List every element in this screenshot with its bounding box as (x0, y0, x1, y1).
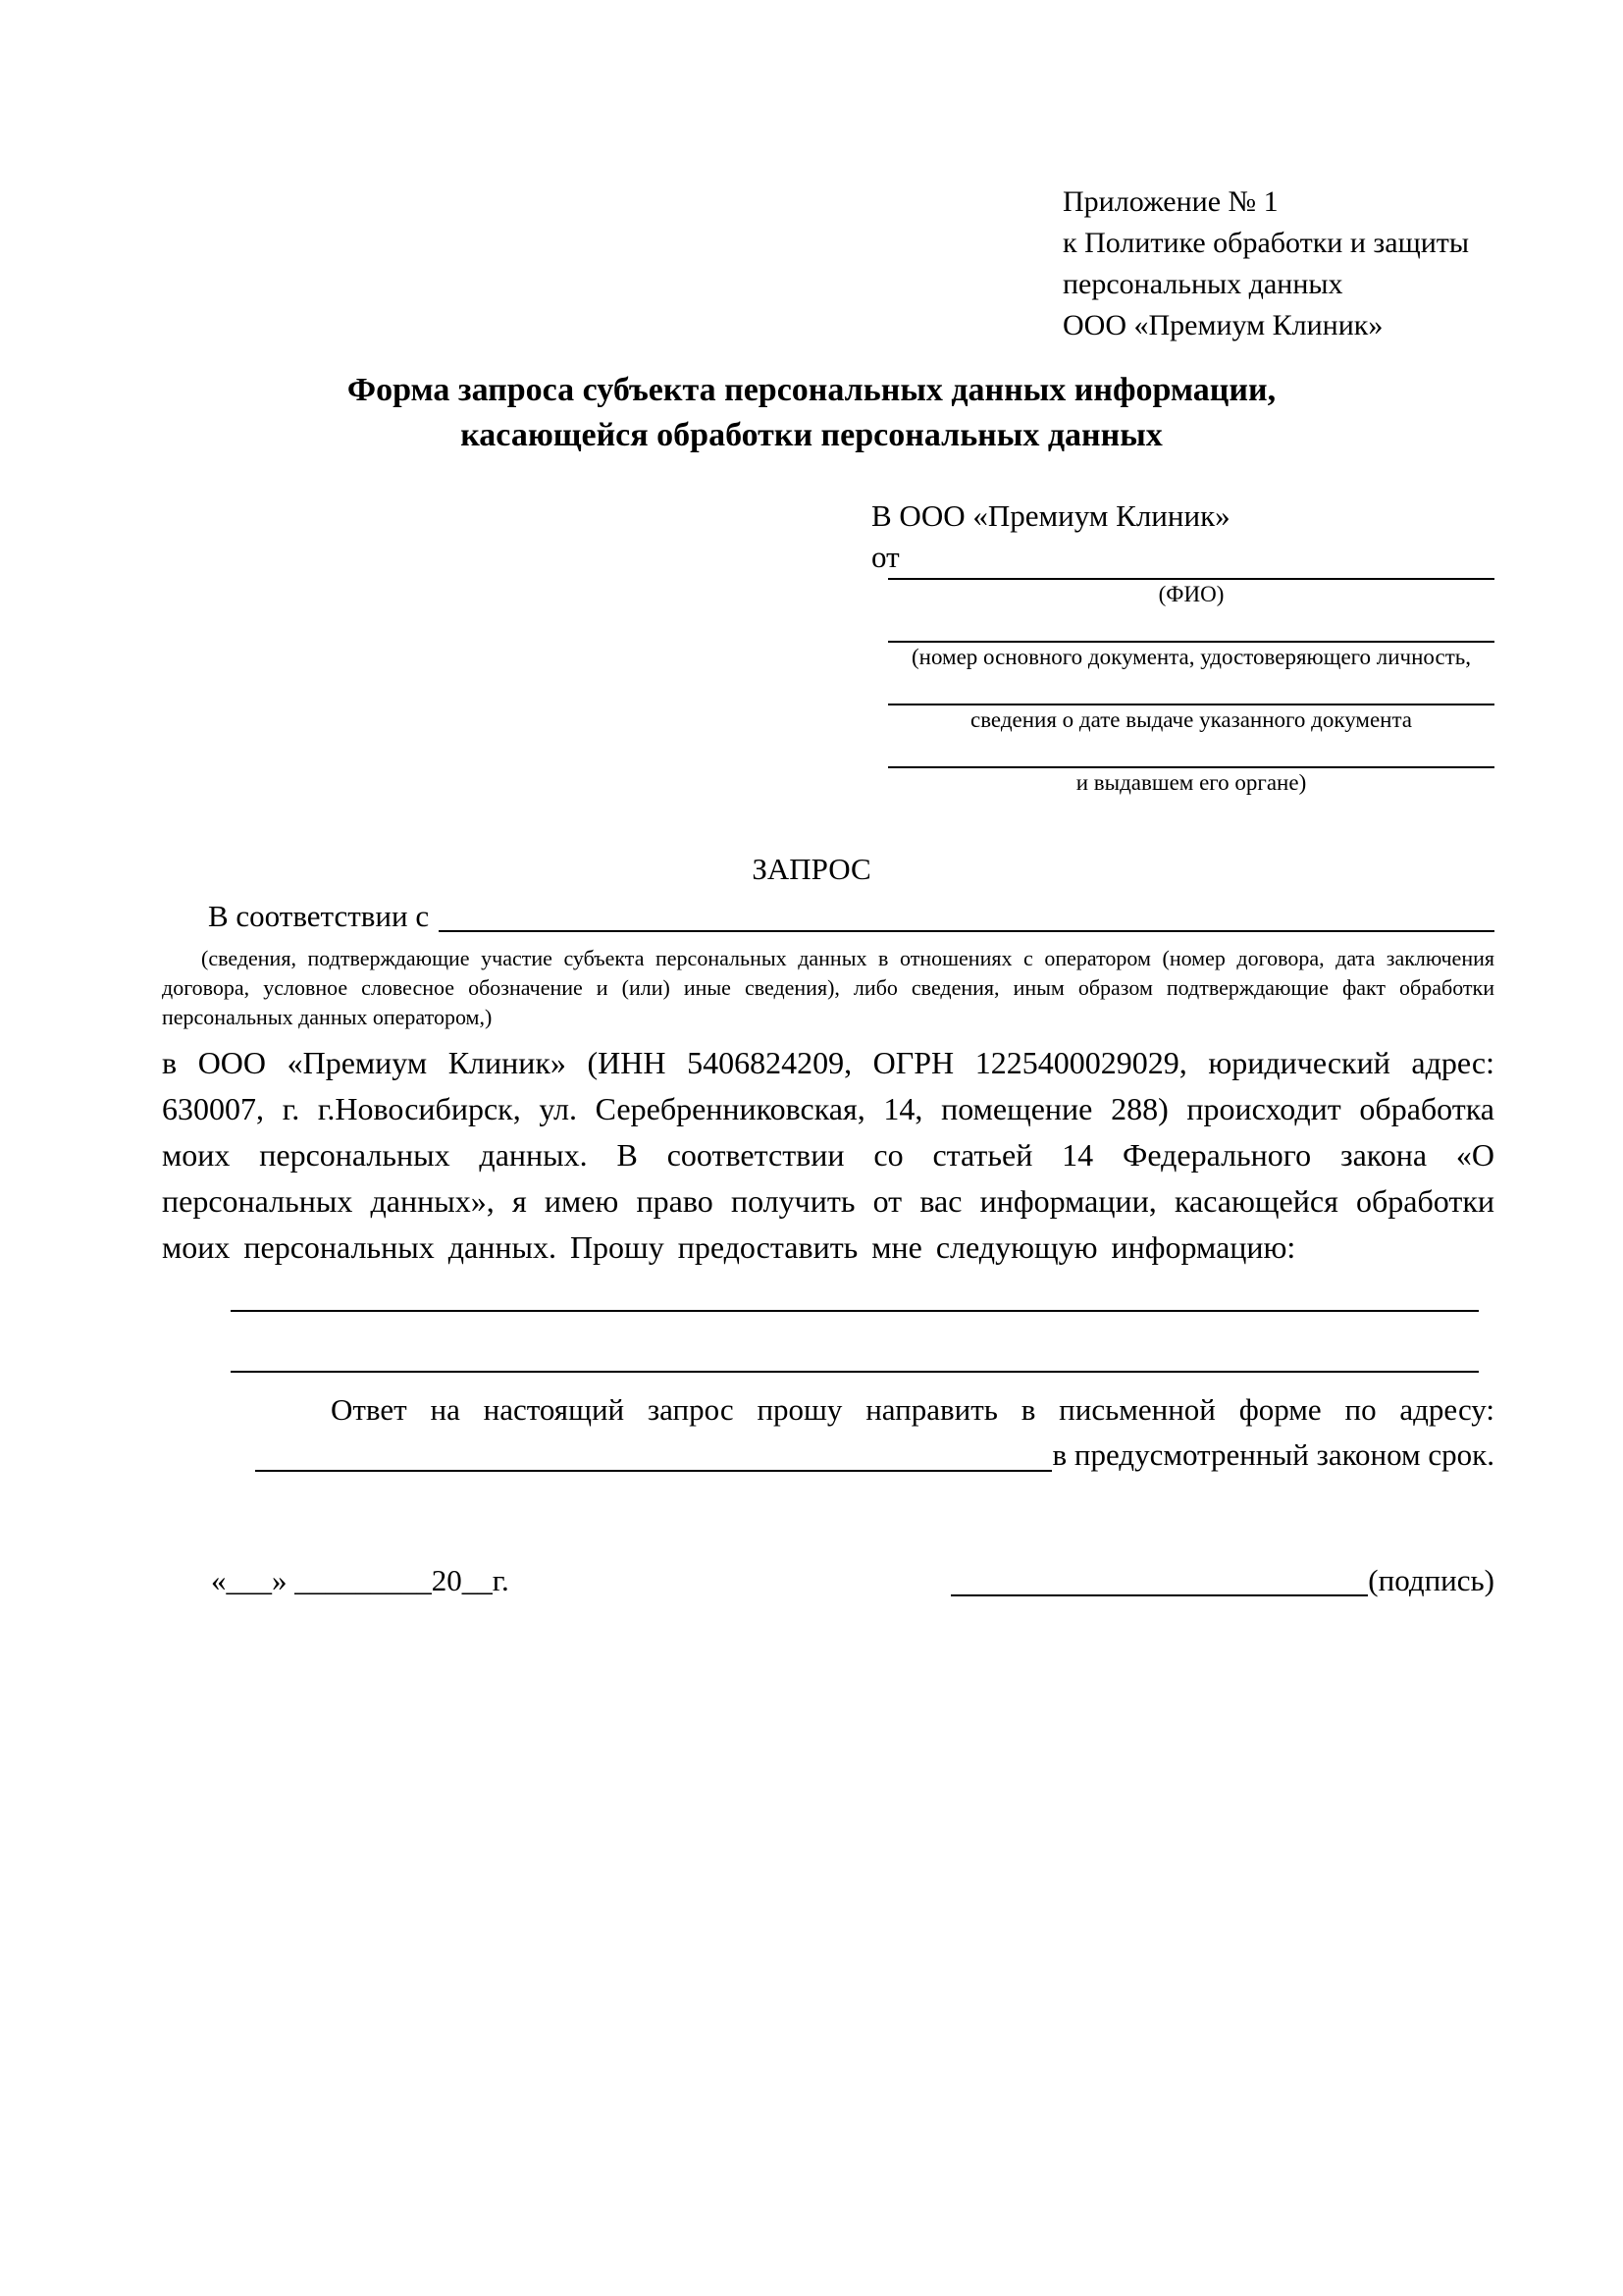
date-field: «___» _________20__г. (211, 1563, 509, 1597)
appendix-header-line: Приложение № 1 (1063, 185, 1279, 218)
agreement-basis-prefix: В соответствии с (208, 899, 430, 933)
document-number-caption: (номер основного документа, удостоверяющего личность, (911, 645, 1471, 669)
info-blank-line-2 (231, 1371, 1479, 1373)
address-blank-line (255, 1470, 1052, 1472)
signature-blank-line (951, 1594, 1368, 1596)
answer-address-row (255, 1434, 1494, 1477)
info-blank-line-1 (231, 1310, 1479, 1312)
fio-caption: (ФИО) (1158, 582, 1225, 606)
document-title (0, 368, 1623, 458)
answer-deadline-text: в предусмотренный законом срок. (1052, 1437, 1494, 1472)
issuing-authority-caption: и выдавшем его органе) (1075, 770, 1307, 795)
applicant-fill-fields (888, 578, 1494, 798)
appendix-header (1063, 182, 1623, 346)
agreement-basis-row (162, 895, 1494, 938)
agreement-basis-blank-line (439, 930, 1494, 932)
signature-caption: (подпись) (1368, 1563, 1494, 1597)
appendix-header-line: к Политике обработки и защиты (1063, 227, 1470, 259)
addressee-from: от (871, 540, 900, 574)
request-heading: ЗАПРОС (752, 852, 871, 886)
answer-delivery-paragraph: Ответ на настоящий запрос прошу направить в письменной форме по адресу: (331, 1392, 1494, 1427)
addressee-to: В ООО «Премиум Клиник» (871, 498, 1230, 533)
issue-date-caption: сведения о дате выдаче указанного документа (969, 707, 1413, 732)
appendix-header-line: ООО «Премиум Клиник» (1063, 309, 1384, 341)
appendix-header-line: персональных данных (1063, 268, 1343, 300)
date-signature-row (211, 1559, 1494, 1602)
addressee-block (871, 496, 1623, 578)
document-title-line1: Форма запроса субъекта персональных данных информации, (346, 372, 1277, 408)
document-title-line2: касающейся обработки персональных данных (460, 417, 1163, 453)
request-body-paragraph: в ООО «Премиум Клиник» (ИНН 5406824209, ОГРН 1225400029029, юридический адрес: 630007, г. г.Новосибирск, ул. Серебренниковская, 14, помещение 288) происходит обработка моих персональных данных. В соответствии со статьей 14 Федерального закона «О персональных данных», я имею право получить от вас информации, касающейся обработки моих персональных данных. Прошу предоставить мне следующую информацию: (162, 1045, 1494, 1265)
signature-block (951, 1559, 1494, 1602)
fine-print-note: (сведения, подтверждающие участие субъекта персональных данных в отношениях с оператором (номер договора, дата заключения договора, условное словесное обозначение и (или) иные сведения), либо сведения, иным образом подтверждающие факт обработки персональных данных оператором,) (162, 946, 1494, 1029)
